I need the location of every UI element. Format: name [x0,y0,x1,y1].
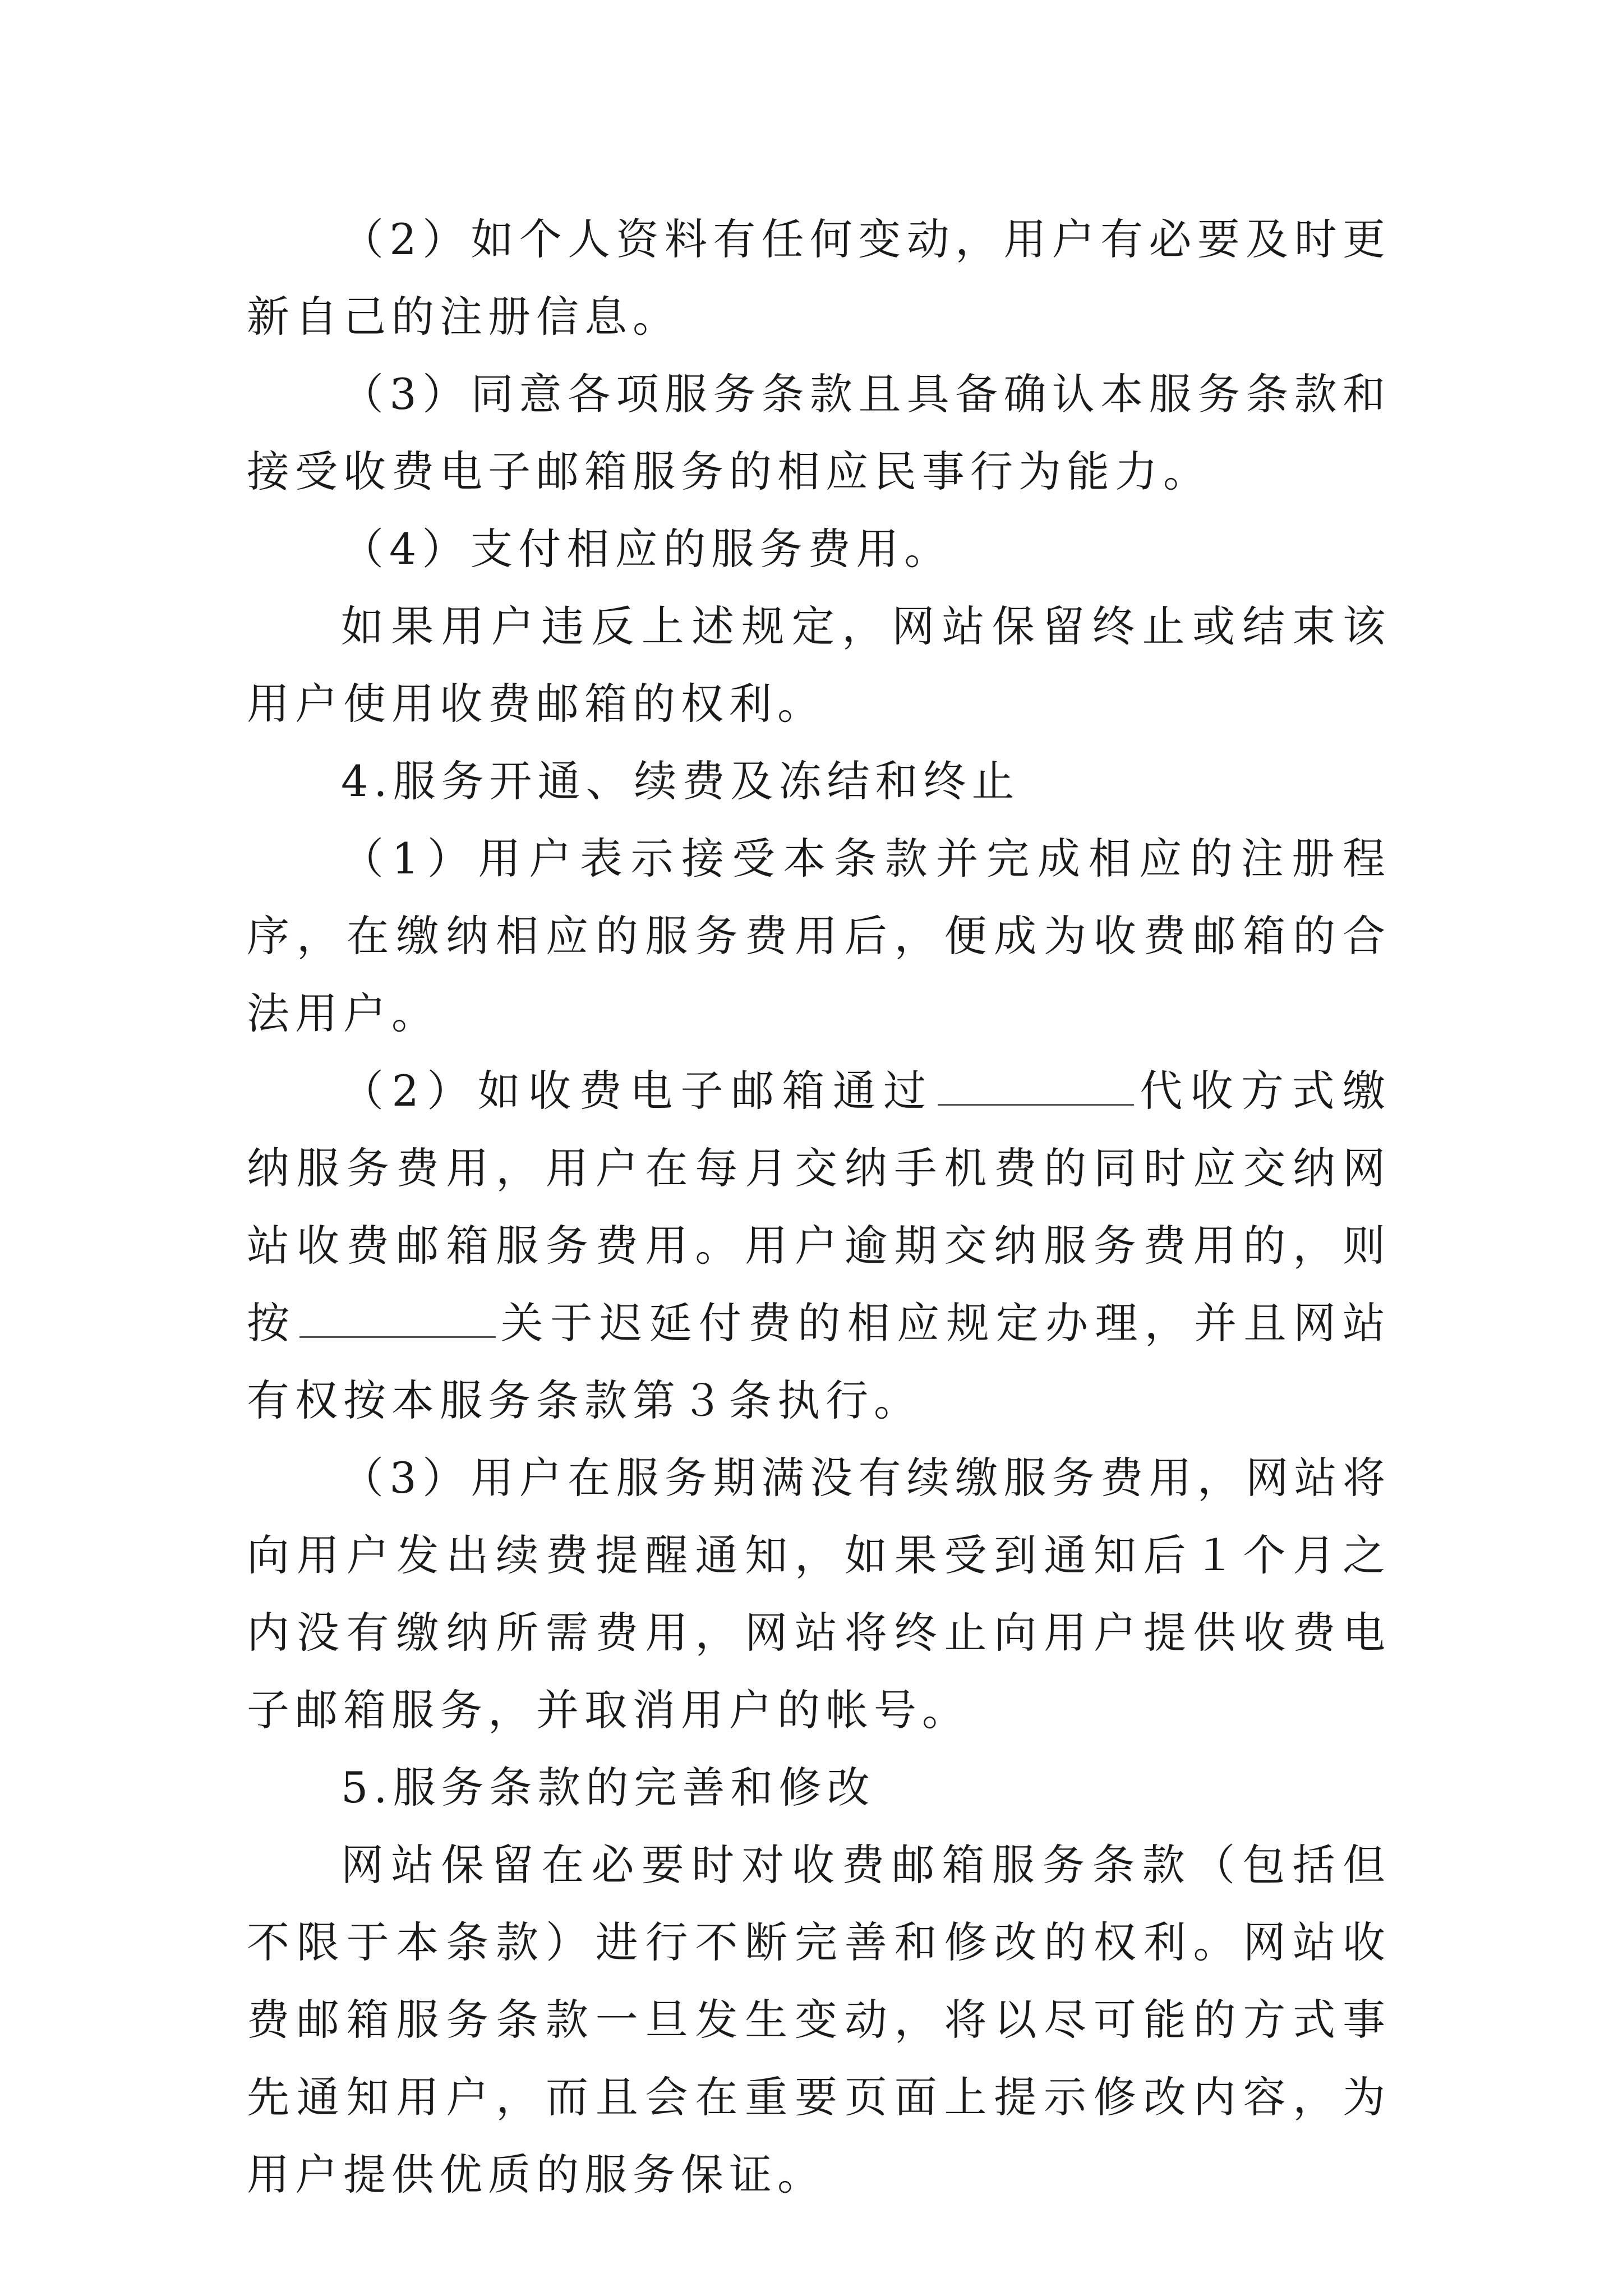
paragraph-item-3-renewal: （3）用户在服务期满没有续缴服务费用，网站将向用户发出续费提醒通知，如果受到通知后１个月之内没有缴纳所需费用，网站将终止向用户提供收费电子邮箱服务，并取消用户的帐号。 [247,1453,1391,1735]
paragraph-item-2-payment-agent [247,1052,1391,1439]
fill-in-blank-line [938,1069,1134,1106]
paragraph-part-2: 代收方式缴纳服务费用，用户在每月交纳手机费的同时应交纳网站收费邮箱服务费用。用户逾期交纳服务费用的，则按 [247,1066,1391,1348]
paragraph-item-4-pay-fees: （4）支付相应的服务费用。 [341,524,953,574]
paragraph-part-1: （2）如收费电子邮箱通过 [341,1066,934,1116]
paragraph-item-1-registration: （1）用户表示接受本条款并完成相应的注册程序，在缴纳相应的服务费用后，便成为收费邮箱的合法用户。 [247,834,1391,1038]
paragraph-part-3: 关于迟延付费的相应规定办理，并且网站有权按本服务条款第３条执行。 [247,1298,1391,1425]
paragraph-item-2-update-info: （2）如个人资料有任何变动，用户有必要及时更新自己的注册信息。 [247,214,1391,342]
paragraph-terms-modification: 网站保留在必要时对收费邮箱服务条款（包括但不限于本条款）进行不断完善和修改的权利。网站收费邮箱服务条款一旦发生变动，将以尽可能的方式事先通知用户，而且会在重要页面上提示修改内容，为用户提供优质的服务保证。 [247,1840,1391,2200]
document-body [247,201,1391,2214]
section-heading-4: 4.服务开通、续费及冻结和终止 [341,756,1020,806]
fill-in-blank-line [299,1301,496,1338]
paragraph-violation-clause: 如果用户违反上述规定，网站保留终止或结束该用户使用收费邮箱的权利。 [247,601,1391,729]
paragraph-item-3-agree-terms: （3）同意各项服务条款且具备确认本服务条款和接受收费电子邮箱服务的相应民事行为能力。 [247,369,1391,496]
section-heading-5: 5.服务条款的完善和修改 [341,1763,875,1812]
